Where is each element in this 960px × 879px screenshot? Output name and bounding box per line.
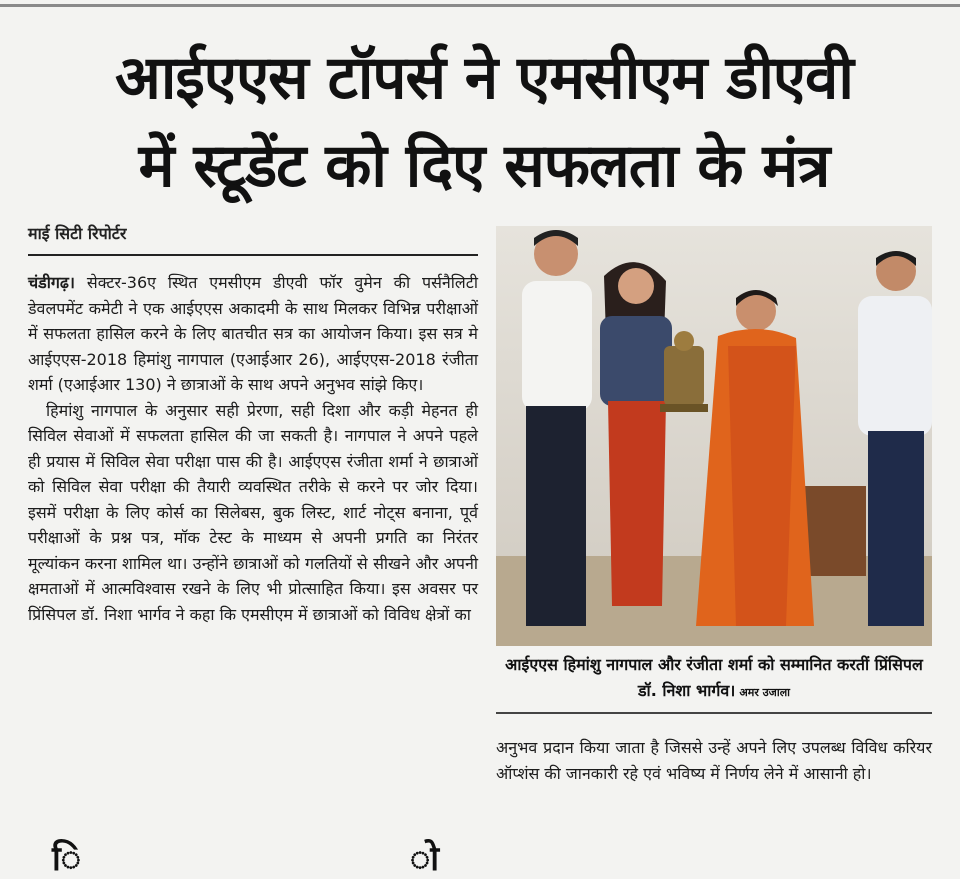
top-rule xyxy=(0,4,960,7)
next-headline-glyph-left: ि xyxy=(52,839,82,879)
byline: माई सिटी रिपोर्टर xyxy=(28,222,478,256)
next-headline-fragment xyxy=(0,839,960,879)
headline xyxy=(24,34,944,210)
article-paragraph-1 xyxy=(28,270,478,398)
person-left xyxy=(522,230,592,626)
article-paragraph-3: अनुभव प्रदान किया जाता है जिससे उन्हें अपने लिए उपलब्ध विविध करियर ऑप्शंस की जानकारी रहे एवं भविष्य में निर्णय लेने में आसानी हो। xyxy=(496,738,932,783)
article-column-right xyxy=(496,735,932,786)
photo-caption xyxy=(496,652,932,714)
news-photo xyxy=(496,226,932,646)
article-paragraph-2: हिमांशु नागपाल के अनुसार सही प्रेरणा, सही दिशा और कड़ी मेहनत ही सिविल सेवाओं में सफलता हासिल की जा सकती है। नागपाल ने अपने पहले ही प्रयास में सिविल सेवा परीक्षा पास की है। आईएएस रंजीता शर्मा ने छात्राओं को सिविल सेवा परीक्षा की तैयारी व्यवस्थित तरीके से करने पर जोर दिया। इसमें परीक्षा के लिए कोर्स का सिलेबस, बुक लिस्ट, शार्ट नोट्स बनाना, पूर्व परीक्षाओं के प्रश्न पत्र, मॉक टेस्ट के माध्यम से अपनी प्रगति का निरंतर मूल्यांकन करना शामिल था। उन्होंने छात्राओं को गलतियों से सीखने और अपनी क्षमताओं में आत्मविश्वास रखने के लिए भी प्रोत्साहित किया। इस अवसर पर प्रिंसिपल डॉ. निशा भार्गव ने कहा कि एमसीएम में छात्राओं को विविध क्षेत्रों का xyxy=(28,400,478,624)
photo-credit: अमर उजाला xyxy=(739,686,790,699)
photo-caption-text: आईएएस हिमांशु नागपाल और रंजीता शर्मा को सम्मानित करतीं प्रिंसिपल डॉ. निशा भार्गव। xyxy=(505,655,923,700)
news-photo-illustration xyxy=(496,226,932,646)
headline-line-2: में स्टूडेंट को दिए सफलता के मंत्र xyxy=(138,131,830,201)
dateline: चंडीगढ़। xyxy=(28,273,75,292)
person-right xyxy=(858,251,932,626)
article-column-left xyxy=(28,270,478,627)
next-headline-glyph-right: ो xyxy=(410,839,440,879)
headline-line-1: आईएएस टॉपर्स ने एमसीएम डीएवी xyxy=(115,43,853,113)
article-paragraph-1-text: सेक्टर-36ए स्थित एमसीएम डीएवी फॉर वुमेन की पर्सनैलिटी डेवलपमेंट कमेटी ने एक आईएएस अकादमी के साथ मिलकर विभिन्न परीक्षाओं में सफलता हासिल करने के लिए बातचीत सत्र का आयोजन किया। इस सत्र मे आईएएस-2018 हिमांशु नागपाल (एआईआर 26), आईएएस-2018 रंजीता शर्मा (एआईआर 130) ने छात्राओं के साथ अपने अनुभव सांझे किए। xyxy=(28,273,478,394)
